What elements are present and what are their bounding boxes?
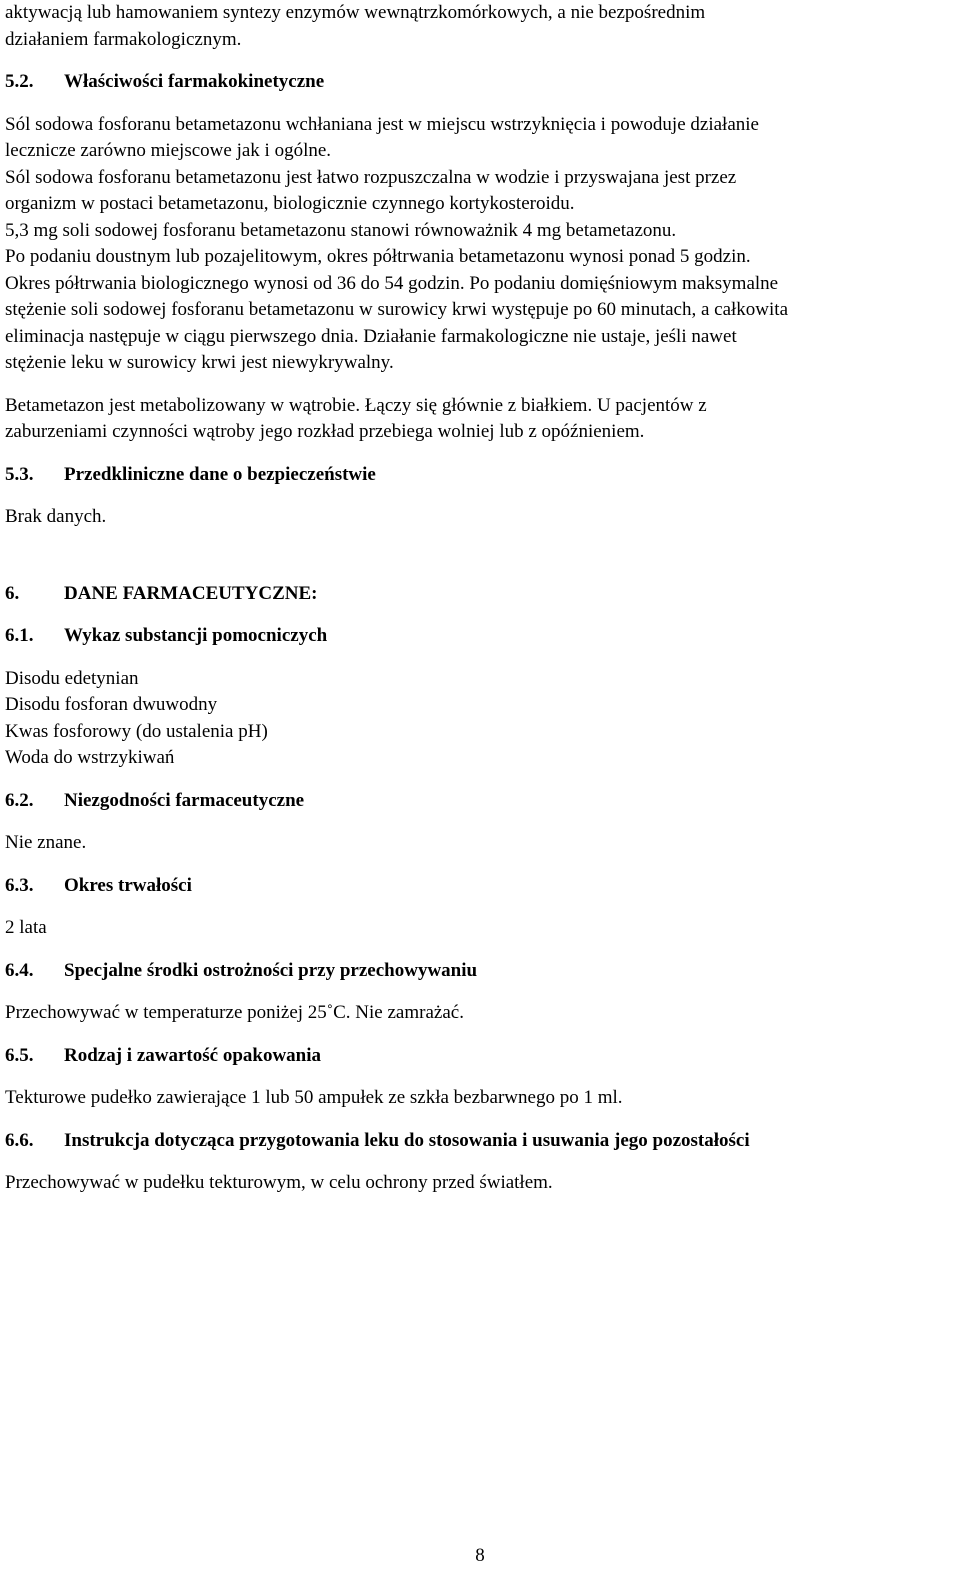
text-line: Sól sodowa fosforanu betametazonu wchłaniana jest w miejscu wstrzyknięcia i powoduje działanie [5, 113, 759, 135]
excipients-list [5, 666, 955, 772]
section-number: 6.5. [5, 1044, 34, 1066]
text-line: lecznicze zarówno miejscowe jak i ogólne. [5, 140, 332, 161]
section-text-6-5: Tekturowe pudełko zawierające 1 lub 50 ampułek ze szkła bezbarwnego po 1 ml. [5, 1087, 623, 1108]
section-number: 6. [5, 582, 20, 604]
section-number: 6.1. [5, 625, 34, 646]
section-heading-6-4 [5, 958, 955, 985]
text-line: organizm w postaci betametazonu, biologicznie czynnego kortykosteroidu. [5, 193, 575, 214]
section-number: 5.2. [5, 71, 34, 92]
document-page [5, 0, 955, 1197]
text-line: zaburzeniami czynności wątroby jego rozkład przebiega wolniej lub z opóźnieniem. [5, 421, 645, 442]
pharmacokinetics-paragraph-1 [5, 112, 955, 377]
intro-paragraph [5, 0, 955, 53]
section-text-5-3: Brak danych. [5, 506, 107, 527]
text-line: Sól sodowa fosforanu betametazonu jest łatwo rozpuszczalna w wodzie i przyswajana jest przez [5, 166, 737, 188]
text-line: aktywacją lub hamowaniem syntezy enzymów wewnątrzkomórkowych, a nie bezpośrednim [5, 2, 706, 23]
list-item: Disodu edetynian [5, 667, 139, 689]
section-text-6-4: Przechowywać w temperaturze poniżej 25˚C. Nie zamrażać. [5, 1002, 464, 1023]
text-line: Betametazon jest metabolizowany w wątrobie. Łączy się głównie z białkiem. U pacjentów z [5, 394, 707, 416]
section-heading-6 [5, 581, 955, 608]
text-line: Okres półtrwania biologicznego wynosi od 36 do 54 godzin. Po podaniu domięśniowym maksymalne [5, 272, 779, 294]
text-line: działaniem farmakologicznym. [5, 28, 242, 50]
section-heading-6-2 [5, 788, 955, 815]
section-number: 6.4. [5, 959, 34, 981]
page-number: 8 [475, 1545, 485, 1566]
list-item: Woda do wstrzykiwań [5, 747, 175, 768]
section-title: Okres trwałości [64, 874, 192, 896]
section-heading-6-1 [5, 623, 955, 650]
section-title: Wykaz substancji pomocniczych [64, 625, 328, 646]
section-number: 6.6. [5, 1129, 34, 1151]
section-title: DANE FARMACEUTYCZNE: [64, 582, 318, 604]
list-item: Kwas fosforowy (do ustalenia pH) [5, 720, 268, 742]
text-line: eliminacja następuje w ciągu pierwszego dnia. Działanie farmakologiczne nie ustaje, jeśli nawet [5, 325, 737, 347]
section-text-6-3: 2 lata [5, 917, 47, 938]
section-title: Przedkliniczne dane o bezpieczeństwie [64, 463, 376, 485]
section-title: Niezgodności farmaceutyczne [64, 789, 305, 811]
section-heading-5-2 [5, 69, 955, 96]
section-heading-6-6 [5, 1128, 955, 1155]
text-line: Po podaniu doustnym lub pozajelitowym, okres półtrwania betametazonu wynosi ponad 5 godzin. [5, 246, 751, 267]
section-title: Właściwości farmakokinetyczne [64, 71, 325, 92]
list-item: Disodu fosforan dwuwodny [5, 694, 218, 715]
text-line: stężenie leku w surowicy krwi jest niewykrywalny. [5, 352, 394, 373]
section-title: Instrukcja dotycząca przygotowania leku do stosowania i usuwania jego pozostałości [64, 1129, 750, 1151]
section-number: 6.2. [5, 789, 34, 811]
text-line: stężenie soli sodowej fosforanu betametazonu w surowicy krwi występuje po 60 minutach, a całkowita [5, 299, 789, 320]
section-heading-5-3 [5, 462, 955, 489]
section-title: Specjalne środki ostrożności przy przechowywaniu [64, 959, 478, 981]
section-number: 5.3. [5, 463, 34, 485]
section-heading-6-3 [5, 873, 955, 900]
section-text-6-6: Przechowywać w pudełku tekturowym, w celu ochrony przed światłem. [5, 1172, 553, 1193]
section-number: 6.3. [5, 874, 34, 896]
text-line: 5,3 mg soli sodowej fosforanu betametazonu stanowi równoważnik 4 mg betametazonu. [5, 219, 677, 241]
section-heading-6-5 [5, 1043, 955, 1070]
section-title: Rodzaj i zawartość opakowania [64, 1044, 322, 1066]
pharmacokinetics-paragraph-2 [5, 393, 955, 446]
section-text-6-2: Nie znane. [5, 832, 87, 853]
